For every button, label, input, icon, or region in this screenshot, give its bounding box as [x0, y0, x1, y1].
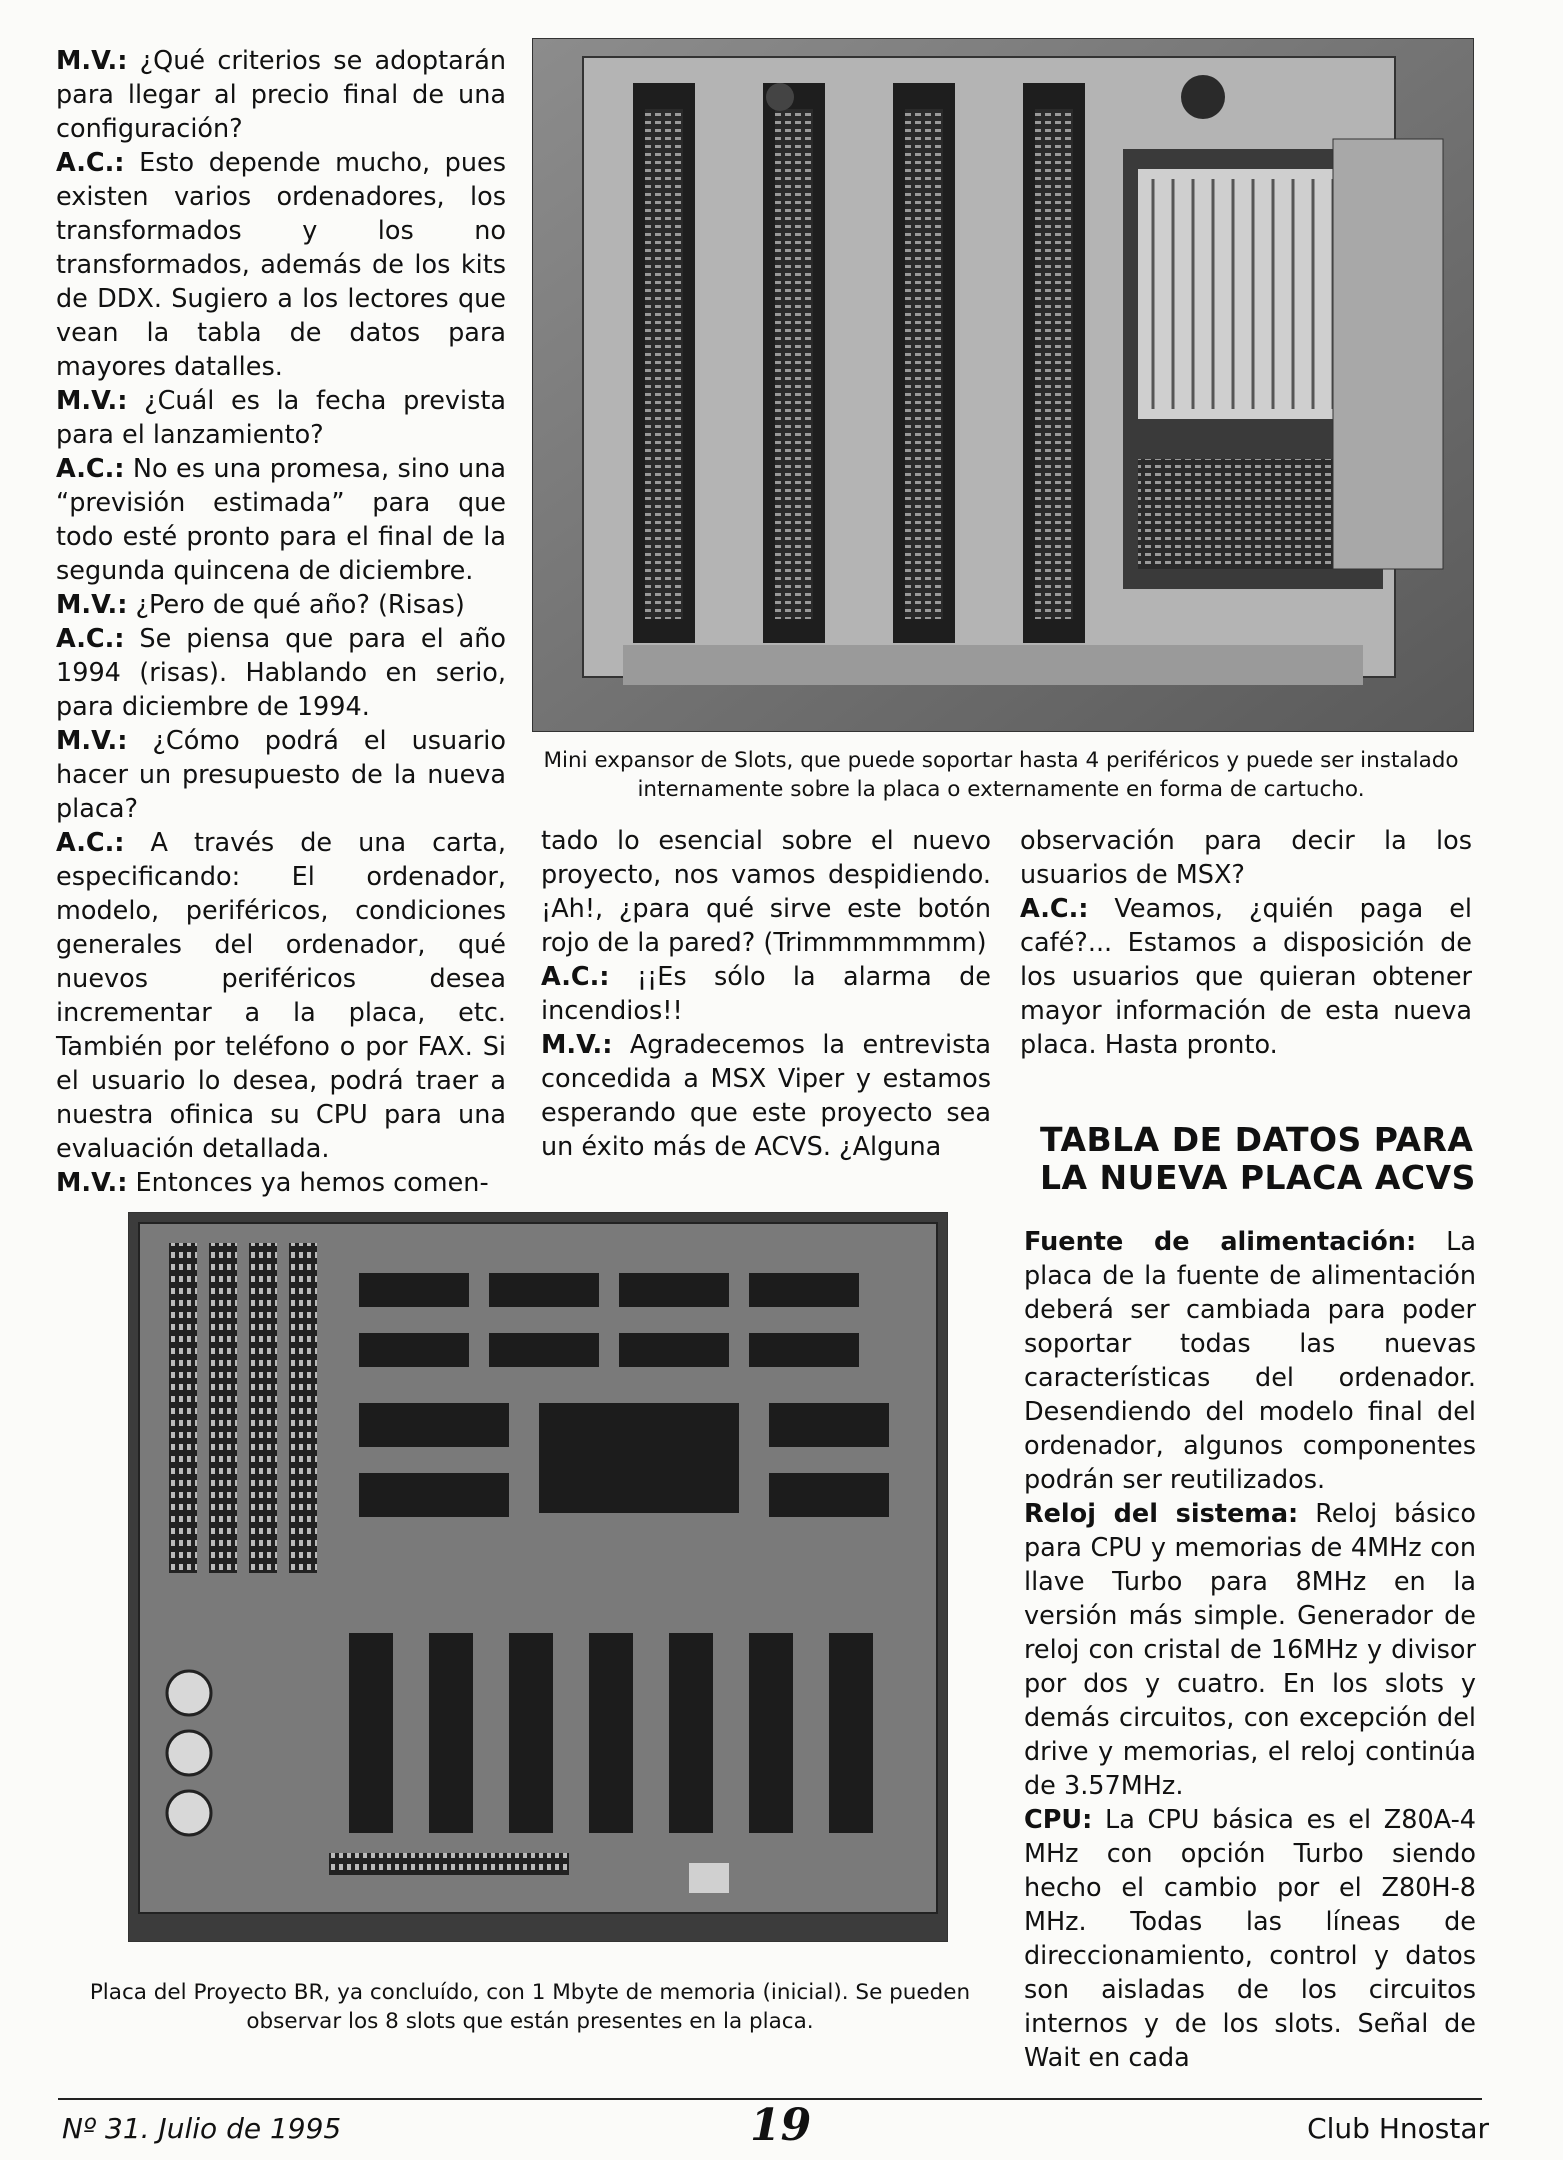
- paragraph: A.C.: Veamos, ¿quién paga el café?... Estamos a disposición de los usuarios que quieran obtener mayor información de esta nueva placa. Hasta pronto.: [1020, 894, 1472, 1060]
- text-column-left: [56, 44, 506, 1200]
- paragraph: M.V.: Entonces ya hemos comen-: [56, 1168, 489, 1198]
- capacitors: [167, 1671, 211, 1835]
- paragraph: A.C.: ¡¡Es sólo la alarma de incendios!!: [541, 962, 991, 1026]
- paragraph: Reloj del sistema: Reloj básico para CPU y memorias de 4MHz con llave Turbo para 8MHz en la versión más simple. Generador de reloj con cristal de 16MHz y divisor por dos y cuatro. En los slots y demás circuitos, con excepción del drive y memorias, el reloj continúa de 3.57MHz.: [1024, 1499, 1476, 1801]
- page-number: 19: [750, 2100, 812, 2151]
- slot-expander-illustration: [533, 39, 1473, 731]
- paragraph: M.V.: Agradecemos la entrevista concedida a MSX Viper y estamos esperando que este proyecto sea un éxito más de ACVS. ¿Alguna: [541, 1030, 991, 1162]
- photo-br-board: [128, 1212, 948, 1942]
- footer-issue: Nº 31. Julio de 1995: [62, 2112, 342, 2145]
- section-heading: TABLA DE DATOS PARA LA NUEVA PLACA ACVS: [1040, 1120, 1476, 1197]
- paragraph: A.C.: Esto depende mucho, pues existen varios ordenadores, los transformados y los no transformados, además de los kits de DDX. Sugiero a los lectores que vean la tabla de datos para mayores datalles.: [56, 148, 506, 382]
- footer-publication: Club Hnostar: [1307, 2112, 1489, 2145]
- text-column-middle: [541, 824, 991, 1164]
- photo-caption: Mini expansor de Slots, que puede soportar hasta 4 periféricos y puede ser instalado internamente sobre la placa o externamente en forma de cartucho.: [543, 748, 1459, 802]
- br-board-illustration: [129, 1213, 947, 1941]
- paragraph: CPU: La CPU básica es el Z80A-4 MHz con opción Turbo siendo hecho el cambio por el Z80H-8 MHz. Todas las líneas de direccionamiento, control y datos son aisladas de los circuitos internos y de los slots. Señal de Wait en cada: [1024, 1805, 1476, 2073]
- text-column-right-top: [1020, 824, 1472, 1062]
- paragraph: tado lo esencial sobre el nuevo proyecto, nos vamos despidiendo. ¡Ah!, ¿para qué sirve este botón rojo de la pared? (Trimmmmmmm): [541, 826, 991, 958]
- paragraph: A.C.: Se piensa que para el año 1994 (risas). Hablando en serio, para diciembre de 1994.: [56, 624, 506, 722]
- paragraph: Fuente de alimentación: La placa de la fuente de alimentación deberá ser cambiada para poder soportar todas las nuevas características del ordenador. Desendiendo del modelo final del ordenador, algunos componentes podrán ser reutilizados.: [1024, 1227, 1476, 1495]
- paragraph: A.C.: A través de una carta, especificando: El ordenador, modelo, periféricos, condiciones generales del ordenador, qué nuevos periféricos desea incrementar a la placa, etc. También por teléfono o por FAX. Si el usuario lo desea, podrá traer a nuestra ofinica su CPU para una evaluación detallada.: [56, 828, 506, 1164]
- paragraph: M.V.: ¿Cuál es la fecha prevista para el lanzamiento?: [56, 386, 506, 450]
- paragraph: observación para decir la los usuarios de MSX?: [1020, 826, 1472, 890]
- paragraph: M.V.: ¿Pero de qué año? (Risas): [56, 590, 465, 620]
- photo-caption: Placa del Proyecto BR, ya concluído, con 1 Mbyte de memoria (inicial). Se pueden observar los 8 slots que están presentes en la placa.: [89, 1980, 971, 2034]
- paragraph: M.V.: ¿Cómo podrá el usuario hacer un presupuesto de la nueva placa?: [56, 726, 506, 824]
- text-column-right-bottom: [1024, 1225, 1476, 2075]
- paragraph: M.V.: ¿Qué criterios se adoptarán para llegar al precio final de una configuración?: [56, 46, 506, 144]
- photo-slot-expander: [532, 38, 1474, 732]
- paragraph: A.C.: No es una promesa, sino una “previsión estimada” para que todo esté pronto para el final de la segunda quincena de diciembre.: [56, 454, 506, 586]
